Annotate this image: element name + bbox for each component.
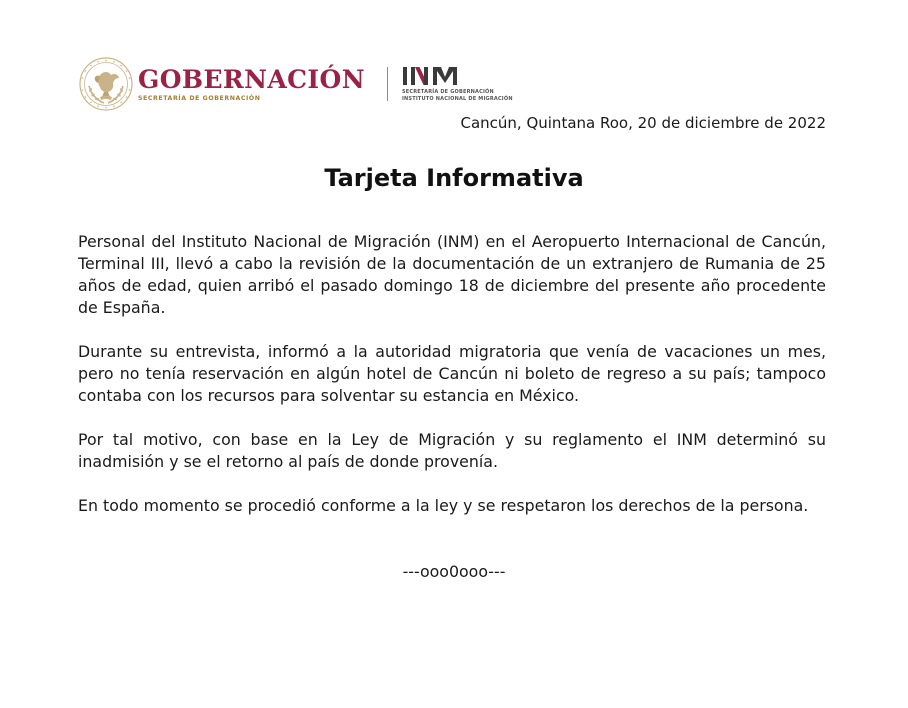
letterhead	[78, 56, 513, 112]
mexico-seal-icon	[78, 56, 134, 112]
gobernacion-title: GOBERNACIÓN	[138, 64, 365, 94]
document-body	[78, 231, 826, 517]
inm-subtitle-1: SECRETARÍA DE GOBERNACIÓN	[401, 89, 494, 95]
document-title: Tarjeta Informativa	[324, 164, 584, 192]
paragraph: Por tal motivo, con base en la Ley de Migración y su reglamento el INM determinó su inadmisión y se el retorno al país de donde provenía.	[78, 430, 826, 471]
inm-logo-icon	[402, 66, 460, 86]
inm-subtitle-2: INSTITUTO NACIONAL DE MIGRACIÓN	[401, 95, 513, 102]
gobernacion-subtitle: SECRETARÍA DE GOBERNACIÓN	[138, 94, 261, 102]
gobernacion-wordmark	[138, 66, 365, 103]
paragraph: Personal del Instituto Nacional de Migración (INM) en el Aeropuerto Internacional de Cancún, Terminal III, llevó a cabo la revisión de la documentación de un extranjero de Rumania de 25 años de edad, quien arribó el pasado domingo 18 de diciembre del presente año procedente de España.	[78, 232, 826, 317]
place-date: Cancún, Quintana Roo, 20 de diciembre de 2022	[460, 114, 826, 132]
closing-mark: ---ooo0ooo---	[402, 562, 506, 581]
paragraph: Durante su entrevista, informó a la autoridad migratoria que venía de vacaciones un mes, pero no tenía reservación en algún hotel de Cancún ni boleto de regreso a su país; tampoco contaba con los recursos para solventar su estancia en México.	[78, 342, 826, 405]
inm-logo-block	[402, 66, 513, 102]
logo-divider	[387, 67, 388, 101]
paragraph: En todo momento se procedió conforme a la ley y se respetaron los derechos de la persona.	[78, 496, 809, 515]
